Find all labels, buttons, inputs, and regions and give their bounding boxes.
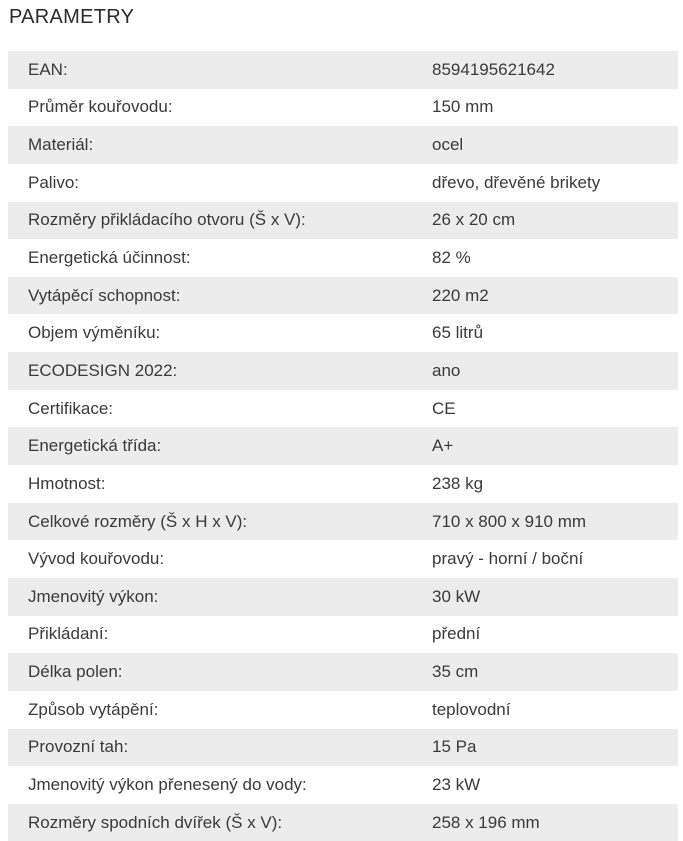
param-value: 23 kW [432,774,481,794]
parameters-table-body [8,51,678,841]
param-value: 65 litrů [432,323,484,343]
param-value: pravý - horní / boční [432,549,584,569]
param-value: 8594195621642 [432,59,555,79]
table-row [8,202,678,240]
param-value: 258 x 196 mm [432,812,540,832]
param-value: 220 m2 [432,285,489,305]
param-value: ano [432,360,461,380]
param-label: Vytápěcí schopnost: [28,285,181,305]
param-label: EAN: [28,59,68,79]
param-label: ECODESIGN 2022: [28,360,178,380]
param-value: 15 Pa [432,737,477,757]
param-label: Energetická účinnost: [28,248,191,268]
param-label: Certifikace: [28,398,114,418]
table-row [8,427,678,465]
section-title: PARAMETRY [9,6,135,28]
param-value: 35 cm [432,662,479,682]
table-row [8,164,678,202]
param-label: Provozní tah: [28,737,129,757]
param-label: Energetická třída: [28,436,162,456]
table-row [8,390,678,428]
param-label: Objem výměníku: [28,323,161,343]
param-label: Hmotnost: [28,473,106,493]
table-row [8,314,678,352]
table-row [8,653,678,691]
table-row [8,465,678,503]
param-value: 26 x 20 cm [432,210,516,230]
table-row [8,277,678,315]
table-row [8,578,678,616]
table-row [8,540,678,578]
param-label: Jmenovitý výkon: [28,586,159,606]
param-value: teplovodní [432,699,511,719]
table-row [8,691,678,729]
table-row [8,89,678,127]
param-value: 710 x 800 x 910 mm [432,511,587,531]
param-label: Způsob vytápění: [28,699,159,719]
param-value: přední [432,624,481,644]
table-row [8,239,678,277]
param-value: 150 mm [432,97,494,117]
param-label: Rozměry přikládacího otvoru (Š x V): [28,210,306,230]
table-row [8,729,678,767]
param-label: Přikládaní: [28,624,109,644]
table-row [8,804,678,841]
param-value: 30 kW [432,586,481,606]
param-value: dřevo, dřevěné brikety [432,172,601,192]
table-row [8,616,678,654]
parameters-table [8,51,678,841]
param-label: Palivo: [28,172,80,192]
table-row [8,352,678,390]
table-row [8,126,678,164]
table-row [8,503,678,541]
param-value: A+ [432,436,454,456]
param-label: Materiál: [28,135,94,155]
table-row [8,51,678,89]
param-value: CE [432,398,456,418]
param-label: Délka polen: [28,662,123,682]
param-value: 238 kg [432,473,484,493]
param-label: Jmenovitý výkon přenesený do vody: [28,774,307,794]
param-label: Rozměry spodních dvířek (Š x V): [28,812,283,832]
param-label: Průměr kouřovodu: [28,97,173,117]
param-label: Celkové rozměry (Š x H x V): [28,511,248,531]
param-label: Vývod kouřovodu: [28,549,165,569]
table-row [8,766,678,804]
param-value: 82 % [432,248,471,268]
param-value: ocel [432,135,464,155]
